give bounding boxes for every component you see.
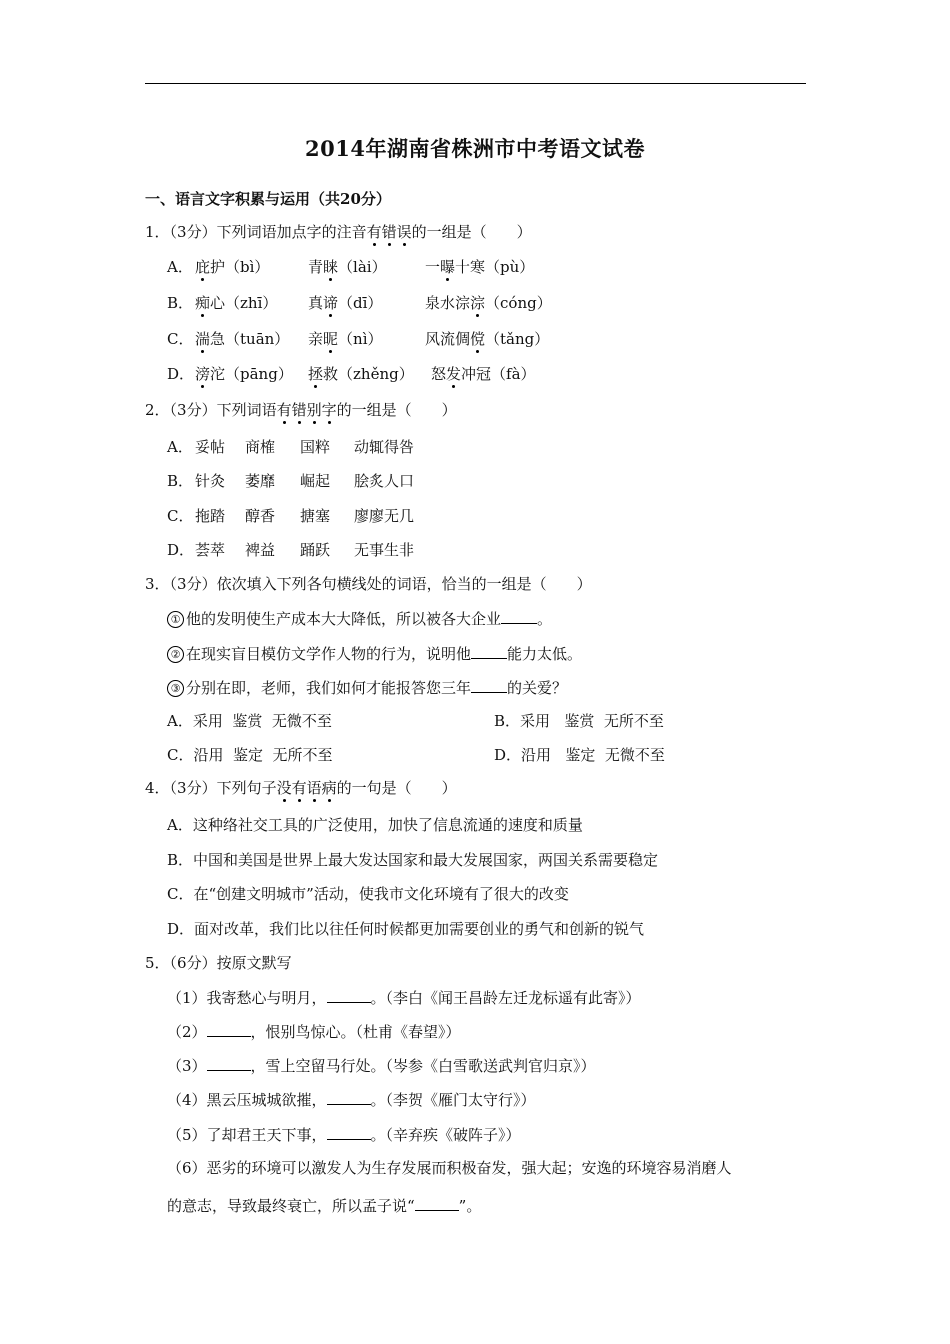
text-segment: 这种络社交工具的广泛使用，加快了信息流通的速度和质量 [192, 816, 583, 834]
text-segment: A． [167, 816, 193, 834]
answer-blank [471, 677, 507, 693]
text-segment: 采用 鉴赏 无微不至 [192, 712, 332, 730]
text-segment: 泉水淙 [425, 294, 471, 312]
q3-sentence-2 [167, 643, 582, 664]
text-segment: 沱（pāng） [210, 365, 293, 383]
text-group [308, 257, 387, 277]
text-segment: （1）我寄愁心与明月， [167, 989, 327, 1007]
dotted-char: 湍 [195, 330, 211, 348]
circled-number: ② [167, 646, 184, 663]
text-segment: ”。 [458, 1197, 482, 1215]
q3-sentence-1 [167, 608, 552, 629]
q1-option-a [167, 257, 535, 277]
emphasis-char: 字 [321, 401, 337, 419]
text-segment: （dī） [338, 294, 383, 312]
text-group [308, 329, 383, 349]
text-group [308, 364, 414, 384]
text-segment: 怒 [431, 365, 447, 383]
text-segment: （lài） [338, 258, 387, 276]
question-4-stem [145, 778, 457, 798]
text-segment: 能力太低。 [507, 645, 583, 663]
q5-item-1 [167, 987, 641, 1008]
text-segment: B． [494, 712, 521, 730]
text-segment: 2． [145, 401, 170, 419]
text-segment: B． [167, 294, 194, 312]
text-segment: （5）了却君王天下事， [167, 1126, 327, 1144]
text-segment: 面对改革，我们比以往任何时候都更加需要创业的勇气和创新的锐气 [194, 920, 645, 938]
q1-option-c [167, 329, 550, 349]
text-segment: 在“创建文明城市”活动，使我市文化环境有了很大的改变 [193, 885, 569, 903]
q4-option-b [167, 850, 658, 870]
text-segment: 搪塞 [300, 507, 331, 525]
text-group [195, 293, 277, 313]
q3-option-b [494, 711, 664, 731]
text-segment: 按原文默写 [216, 954, 292, 972]
text-segment: 醇香 [245, 507, 276, 525]
q2-option-a [167, 437, 415, 457]
text-segment: 的一组是（ ） [411, 223, 532, 241]
q3-sentence-3 [167, 677, 567, 698]
q2-option-b [167, 471, 415, 491]
q5-item-3 [167, 1055, 596, 1076]
text-group [425, 257, 534, 277]
text-segment: C． [167, 746, 194, 764]
text-segment: 。（李白《闻王昌龄左迁龙标遥有此寄》） [370, 989, 641, 1007]
text-segment: 的意志，导致最终衰亡，所以孟子说“ [167, 1197, 415, 1215]
q2-option-c [167, 506, 415, 526]
answer-blank [207, 1055, 251, 1071]
text-segment: 下列词语 [216, 401, 277, 419]
text-segment: 十寒（pù） [455, 258, 535, 276]
text-segment: 护（bì） [210, 258, 270, 276]
text-group [195, 257, 269, 277]
question-1-stem [145, 222, 532, 242]
text-segment: 分别在即，老师，我们如何才能报答您三年 [186, 679, 472, 697]
text-segment: 无事生非 [354, 541, 415, 559]
text-segment: （3） [167, 1057, 207, 1075]
text-segment: 。（辛弃疾《破阵子》） [370, 1126, 521, 1144]
dotted-char: 昵 [323, 330, 339, 348]
text-segment: 真 [308, 294, 324, 312]
text-segment: （nì） [338, 330, 383, 348]
dotted-char: 傥 [470, 330, 486, 348]
text-segment: 中国和美国是世界上最大发达国家和最大发展国家，两国关系需要稳定 [193, 851, 659, 869]
answer-blank [501, 608, 537, 624]
text-segment: （3分） [169, 575, 217, 593]
text-segment: 。（李贺《雁门太守行》） [370, 1091, 536, 1109]
q2-option-d [167, 540, 415, 560]
text-segment: 荟萃 [195, 541, 226, 559]
emphasis-char: 误 [396, 223, 412, 241]
text-segment: 裨益 [245, 541, 276, 559]
text-segment: D． [167, 541, 195, 559]
text-segment: 的一句是（ ） [336, 779, 457, 797]
dotted-char: 拯 [308, 365, 324, 383]
text-segment: 廖廖无几 [354, 507, 415, 525]
text-segment: A． [167, 438, 193, 456]
text-segment: （tǎng） [485, 330, 550, 348]
text-segment: D． [167, 920, 195, 938]
answer-blank [207, 1021, 251, 1037]
emphasis-char: 别 [306, 401, 322, 419]
text-segment: 拖踏 [195, 507, 226, 525]
text-segment: 商榷 [245, 438, 276, 456]
text-segment: C． [167, 330, 194, 348]
emphasis-char: 语 [306, 779, 322, 797]
text-segment: 5． [145, 954, 170, 972]
text-segment: 国粹 [300, 438, 331, 456]
dotted-char: 庇 [195, 258, 211, 276]
text-segment: 心（zhī） [210, 294, 278, 312]
dotted-char: 滂 [195, 365, 211, 383]
q5-item-2 [167, 1021, 461, 1042]
text-group [425, 293, 552, 313]
answer-blank [327, 1124, 371, 1140]
text-segment: 下列句子 [216, 779, 277, 797]
text-segment: 崛起 [300, 472, 331, 490]
text-segment: 踊跃 [300, 541, 331, 559]
section-heading: 一、语言文字积累与运用（共20分） [145, 190, 391, 208]
text-group [195, 329, 289, 349]
text-segment: 在现实盲目模仿文学作人物的行为，说明他 [186, 645, 472, 663]
text-segment: 风流倜 [425, 330, 471, 348]
dotted-char: 谛 [323, 294, 339, 312]
text-segment: 动辄得咎 [354, 438, 415, 456]
circled-number: ① [167, 611, 184, 628]
text-segment: （3分） [169, 401, 217, 419]
text-segment: 1． [145, 223, 170, 241]
text-group [425, 329, 549, 349]
header-rule [145, 83, 806, 84]
text-segment: B． [167, 472, 194, 490]
answer-blank [327, 987, 371, 1003]
text-segment: 妥帖 [195, 438, 226, 456]
dotted-char: 淙 [470, 294, 486, 312]
text-segment: 沿用 鉴定 无所不至 [193, 746, 333, 764]
text-segment: 4． [145, 779, 170, 797]
text-segment: C． [167, 507, 194, 525]
dotted-char: 发 [446, 365, 462, 383]
q4-option-a [167, 815, 583, 835]
q5-item-6-line1: （6）恶劣的环境可以激发人为生存发展而积极奋发，强大起；安逸的环境容易消磨人 [167, 1159, 732, 1177]
q3-option-c [167, 745, 333, 765]
emphasis-char: 病 [321, 779, 337, 797]
text-segment: 的一组是（ ） [336, 401, 457, 419]
q5-item-4 [167, 1089, 536, 1110]
text-segment: 3． [145, 575, 170, 593]
text-segment: 的关爱？ [507, 679, 568, 697]
question-3-stem [145, 574, 592, 594]
text-segment: 沿用 鉴定 无微不至 [521, 746, 665, 764]
emphasis-char: 错 [381, 223, 397, 241]
question-5-stem [145, 953, 292, 973]
question-2-stem [145, 400, 457, 420]
text-segment: 针灸 [195, 472, 226, 490]
page-title: 2014年湖南省株洲市中考语文试卷 [305, 136, 645, 161]
emphasis-char: 错 [291, 401, 307, 419]
dotted-char: 痴 [195, 294, 211, 312]
emphasis-char: 有 [291, 779, 307, 797]
text-group [431, 364, 536, 384]
text-segment: 。 [537, 610, 553, 628]
text-segment: （3分） [169, 223, 217, 241]
q3-option-a [167, 711, 332, 731]
dotted-char: 睐 [323, 258, 339, 276]
text-segment: 采用 鉴赏 无所不至 [520, 712, 664, 730]
answer-blank [327, 1089, 371, 1105]
text-segment: 一 [425, 258, 441, 276]
text-segment: ，雪上空留马行处。（岑参《白雪歌送武判官归京》） [250, 1057, 596, 1075]
text-segment: （3分） [169, 779, 217, 797]
text-segment: D． [167, 365, 195, 383]
text-segment: 青 [308, 258, 324, 276]
text-segment: B． [167, 851, 194, 869]
text-group [195, 364, 293, 384]
text-segment: （6分） [169, 954, 217, 972]
answer-blank [471, 643, 507, 659]
text-segment: 依次填入下列各句横线处的词语，恰当的一组是（ ） [216, 575, 592, 593]
text-segment: （cóng） [485, 294, 552, 312]
text-segment: 萎靡 [245, 472, 276, 490]
emphasis-char: 有 [366, 223, 382, 241]
emphasis-char: 没 [276, 779, 292, 797]
text-group [308, 293, 382, 313]
text-segment: 脍炙人口 [354, 472, 415, 490]
text-segment: 他的发明使生产成本大大降低，所以被各大企业 [186, 610, 502, 628]
text-segment: C． [167, 885, 194, 903]
q1-option-d [167, 364, 536, 384]
text-segment: A． [167, 712, 193, 730]
dotted-char: 曝 [440, 258, 456, 276]
q4-option-d [167, 919, 644, 939]
text-segment: （2） [167, 1023, 207, 1041]
circled-number: ③ [167, 680, 184, 697]
text-segment: 下列词语加点字的注音 [216, 223, 367, 241]
text-segment: A． [167, 258, 193, 276]
text-segment: 救（zhěng） [323, 365, 414, 383]
text-segment: （4）黑云压城城欲摧， [167, 1091, 327, 1109]
q5-item-6-line2 [167, 1195, 481, 1216]
text-segment: D． [494, 746, 522, 764]
text-segment: 冲冠（fà） [461, 365, 536, 383]
text-segment: 亲 [308, 330, 324, 348]
text-segment: 急（tuān） [210, 330, 290, 348]
q1-option-b [167, 293, 552, 313]
answer-blank [415, 1195, 459, 1211]
q5-item-5 [167, 1124, 521, 1145]
q3-option-d [494, 745, 665, 765]
emphasis-char: 有 [276, 401, 292, 419]
q4-option-c [167, 884, 569, 904]
text-segment: ，恨别鸟惊心。（杜甫《春望》） [250, 1023, 461, 1041]
